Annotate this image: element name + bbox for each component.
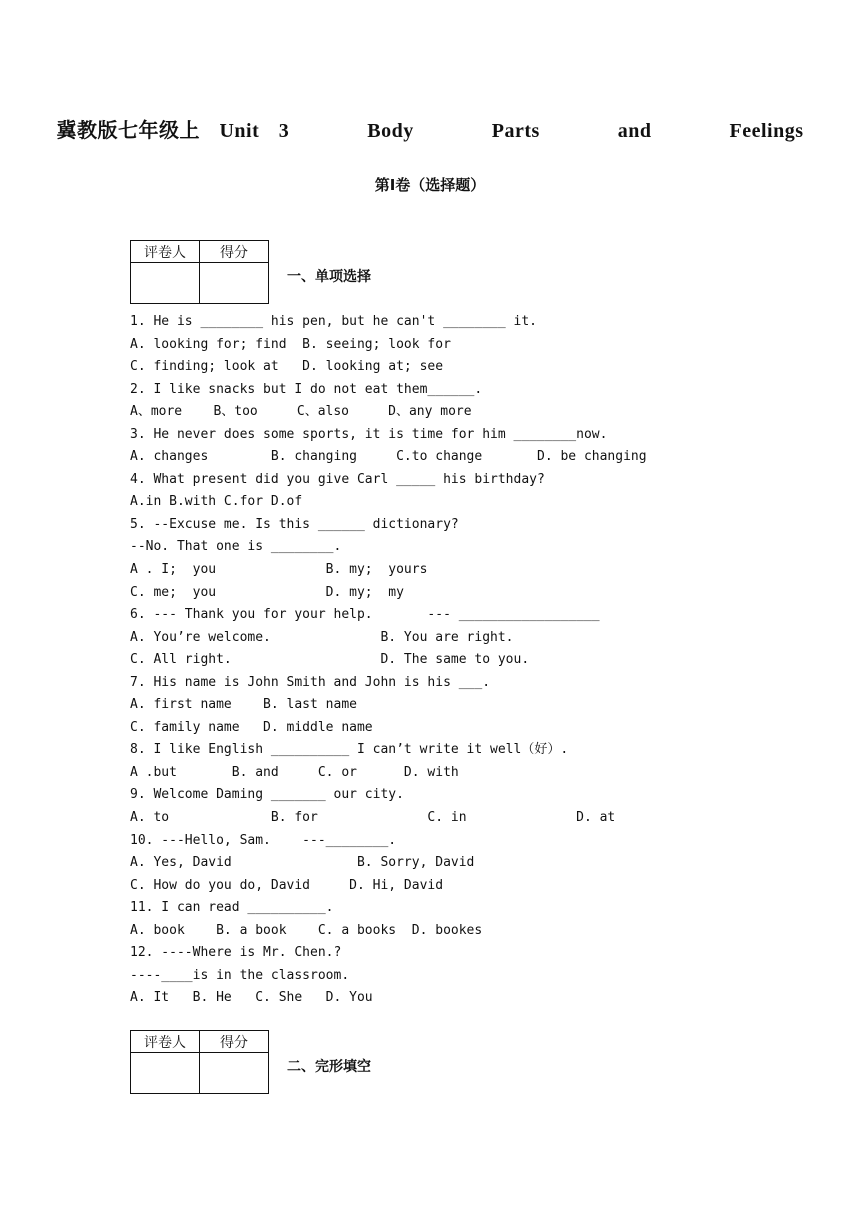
question-line: --No. That one is ________. — [130, 539, 342, 555]
question-line: ----____is in the classroom. — [130, 967, 350, 983]
question-line: 5. --Excuse me. Is this ______ dictionary? — [130, 516, 459, 532]
option-line: A. looking for; find B. seeing; look for — [130, 336, 451, 352]
option-line: C. How do you do, David D. Hi, David — [130, 877, 444, 893]
question-line: 8. I like English __________ I can’t write it well（好）. — [130, 742, 569, 758]
option-line: A. book B. a book C. a books D. bookes — [130, 922, 483, 938]
option-line: C. me; you D. my; my — [130, 584, 404, 600]
question-line: 1. He is ________ his pen, but he can't ________ it. — [130, 314, 537, 329]
score-table-1 — [130, 240, 269, 304]
question-list — [130, 311, 770, 1010]
score-cell — [200, 1053, 269, 1094]
score-table-2 — [130, 1030, 269, 1094]
question-line: 7. His name is John Smith and John is his ___. — [130, 674, 491, 690]
option-line: A. first name B. last name — [130, 697, 357, 713]
question-line: 11. I can read __________. — [130, 900, 334, 916]
score-cell — [200, 263, 269, 304]
option-line: A . I; you B. my; yours — [130, 562, 428, 578]
score-label: 得分 — [200, 241, 269, 263]
question-line: 2. I like snacks but I do not eat them______. — [130, 381, 483, 397]
question-line: 3. He never does some sports, it is time for him ________now. — [130, 426, 608, 442]
question-line: 6. --- Thank you for your help. --- __________________ — [130, 607, 600, 623]
section-heading-single-choice: 一、单项选择 — [287, 269, 371, 285]
grader-cell — [131, 1053, 200, 1094]
option-line: A. changes B. changing C.to change D. be changing — [130, 449, 647, 465]
option-line: C. All right. D. The same to you. — [130, 652, 530, 668]
option-line: A .but B. and C. or D. with — [130, 764, 459, 780]
option-line: C. finding; look at D. looking at; see — [130, 359, 444, 375]
option-line: A、more B、too C、also D、any more — [130, 404, 472, 420]
option-line: A. It B. He C. She D. You — [130, 990, 373, 1006]
question-line: 12. ----Where is Mr. Chen.? — [130, 945, 342, 961]
question-line: 4. What present did you give Carl _____ his birthday? — [130, 471, 545, 487]
option-line: C. family name D. middle name — [130, 719, 373, 735]
question-line: 9. Welcome Daming _______ our city. — [130, 787, 404, 803]
grader-label: 评卷人 — [131, 1031, 200, 1053]
section-heading-cloze: 二、完形填空 — [287, 1059, 371, 1075]
document-title: 冀教版七年级上 Unit 3 Body Parts and Feelings — [56, 120, 804, 142]
grader-cell — [131, 263, 200, 304]
option-line: A. Yes, David B. Sorry, David — [130, 855, 475, 871]
option-line: A. to B. for C. in D. at — [130, 810, 616, 826]
score-label: 得分 — [200, 1031, 269, 1053]
question-line: 10. ---Hello, Sam. ---________. — [130, 832, 397, 848]
option-line: A.in B.with C.for D.of — [130, 494, 303, 510]
option-line: A. You’re welcome. B. You are right. — [130, 629, 514, 645]
volume-subtitle: 第Ⅰ卷（选择题） — [374, 176, 486, 194]
grader-label: 评卷人 — [131, 241, 200, 263]
